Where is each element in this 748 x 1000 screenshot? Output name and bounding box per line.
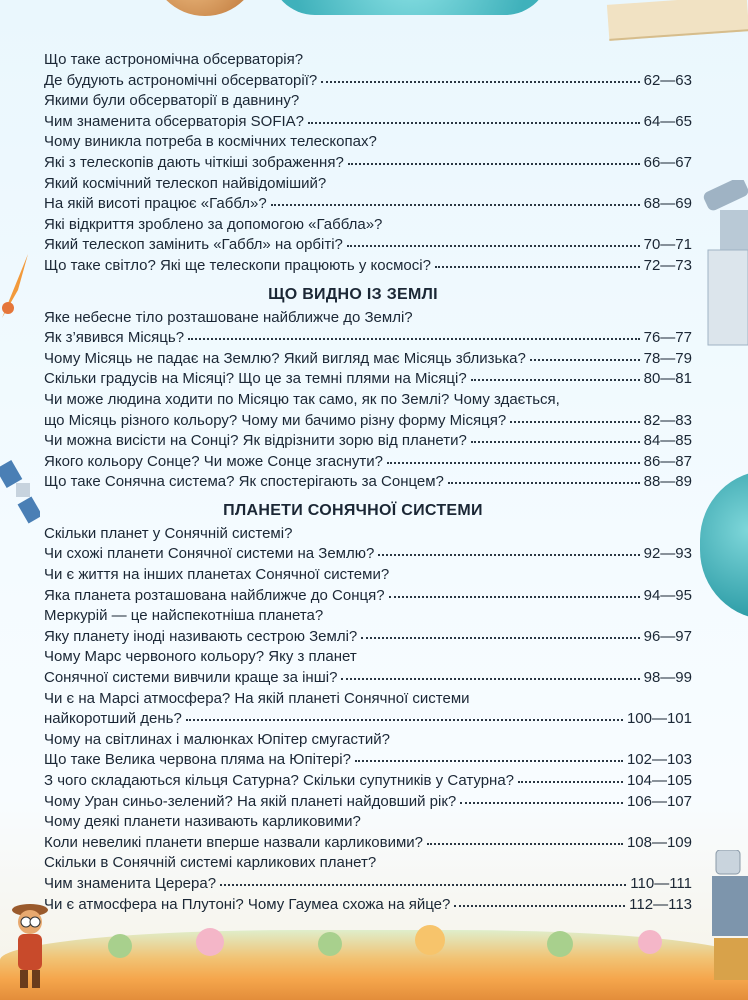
telescope-illustration — [690, 180, 748, 350]
toc-entry — [44, 647, 692, 668]
toc-entry — [44, 627, 692, 648]
toc-entry-text: Чому виникла потреба в космічних телескопах? — [44, 133, 377, 151]
toc-entry-text: Чи можна висісти на Сонці? Як відрізнити зорю від планети? — [44, 432, 467, 450]
dot-leader — [389, 596, 640, 598]
toc-entry-text: Якими були обсерваторії в давнину? — [44, 92, 300, 110]
toc-entry — [44, 853, 692, 874]
page-range: 88—89 — [643, 473, 692, 491]
dot-leader — [348, 163, 640, 165]
toc-entry — [44, 606, 692, 627]
toc-entry-text: Чому Місяць не падає на Землю? Який вигляд має Місяць зблизька? — [44, 349, 526, 367]
scroll-illustration — [607, 0, 748, 41]
page-range: 96—97 — [643, 627, 692, 645]
toc-entry-text: Скільки планет у Сонячній системі? — [44, 524, 293, 542]
dot-leader — [347, 245, 640, 247]
toc-entry — [44, 544, 692, 565]
dot-leader — [448, 482, 640, 484]
dot-leader — [321, 81, 639, 83]
toc-entry — [44, 874, 692, 895]
toc-entry-text: Яке небесне тіло розташоване найближче до Землі? — [44, 308, 413, 326]
toc-entry-text: Чому деякі планети називають карликовими? — [44, 813, 361, 831]
dot-leader — [530, 359, 640, 361]
toc-entry — [44, 792, 692, 813]
toc-entry — [44, 112, 692, 133]
toc-entry-text: Які з телескопів дають чіткіші зображення? — [44, 153, 344, 171]
toc-entry — [44, 308, 692, 329]
toc-entry — [44, 452, 692, 473]
page-range: 62—63 — [643, 71, 692, 89]
toc-entry-text: Скільки градусів на Місяці? Що це за темні плями на Місяці? — [44, 370, 467, 388]
toc-entry-text: Чи є атмосфера на Плутоні? Чому Гаумеа схожа на яйце? — [44, 895, 451, 913]
toc-entry-text: Чи може людина ходити по Місяцю так само, як по Землі? Чому здається, — [44, 390, 560, 408]
toc-entry — [44, 174, 692, 195]
toc-entry-text: Чим знаменита обсерваторія SOFIA? — [44, 112, 305, 130]
toc-entry-text: Що таке Велика червона пляма на Юпітері? — [44, 751, 351, 769]
toc-entry — [44, 132, 692, 153]
toc-entry — [44, 472, 692, 493]
toc-entry — [44, 730, 692, 751]
section-title: ЩО ВИДНО ІЗ ЗЕМЛІ — [268, 285, 438, 303]
dot-leader — [361, 637, 639, 639]
toc-entry — [44, 235, 692, 256]
dot-leader — [378, 554, 639, 556]
toc-entry — [44, 895, 692, 916]
toc-entry — [44, 256, 692, 277]
toc-entry — [44, 349, 692, 370]
toc-entry — [44, 586, 692, 607]
dot-leader — [186, 719, 623, 721]
toc-entry — [44, 771, 692, 792]
toc-entry — [44, 153, 692, 174]
section-title: ПЛАНЕТИ СОНЯЧНОЇ СИСТЕМИ — [223, 501, 483, 519]
toc-entry-text: Чи є на Марсі атмосфера? На якій планеті Сонячної системи — [44, 689, 470, 707]
toc-entry-text: Сонячної системи вивчили краще за інші? — [44, 669, 338, 687]
dot-leader — [471, 441, 640, 443]
page-range: 92—93 — [643, 545, 692, 563]
planet-illustration — [150, 0, 260, 16]
dot-leader — [387, 462, 640, 464]
toc-entry-text: З чого складаються кільця Сатурна? Скільки супутників у Сатурна? — [44, 772, 515, 789]
toc-entry-text: Що таке Сонячна система? Як спостерігають за Сонцем? — [44, 473, 444, 491]
page-range: 76—77 — [643, 329, 692, 347]
toc-entry — [44, 411, 692, 432]
dot-leader — [454, 905, 625, 907]
toc-entry-text: Чому Уран синьо-зелений? На якій планеті найдовший рік? — [44, 792, 457, 810]
toc-entry — [44, 812, 692, 833]
toc-entry — [44, 328, 692, 349]
toc-entry-text: Чому на світлинах і малюнках Юпітер смугастий? — [44, 730, 390, 748]
page-range: 80—81 — [643, 370, 692, 388]
toc-entry — [44, 431, 692, 452]
toc-entry — [44, 524, 692, 545]
page-range: 106—107 — [626, 792, 692, 810]
page-range: 72—73 — [643, 256, 692, 274]
dot-leader — [518, 781, 623, 783]
toc-entry — [44, 71, 692, 92]
toc-entry-text: Які відкриття зроблено за допомогою «Габбла»? — [44, 215, 383, 233]
toc-entry — [44, 565, 692, 586]
page-range: 98—99 — [643, 669, 692, 687]
toc-entry-text: Що таке астрономічна обсерваторія? — [44, 51, 304, 68]
toc-entry-text: Чи є життя на інших планетах Сонячної системи? — [44, 566, 390, 584]
toc-entry-text: Яка планета розташована найближче до Сонця? — [44, 586, 385, 604]
star-globe-illustration — [270, 0, 550, 15]
satellite-illustration — [0, 455, 40, 525]
toc-entry-text: найкоротший день? — [44, 710, 182, 728]
page-range: 66—67 — [643, 153, 692, 171]
toc-entry-text: Як з’явився Місяць? — [44, 329, 185, 347]
dot-leader — [271, 204, 640, 206]
toc-entry-text: Який телескоп замінить «Габбл» на орбіті? — [44, 236, 343, 254]
page-range: 108—109 — [626, 833, 692, 851]
toc-entry-text: Де будують астрономічні обсерваторії? — [44, 71, 318, 89]
toc-entry — [44, 369, 692, 390]
trees-illustration — [0, 920, 748, 960]
toc-entry-text: На якій висоті працює «Габбл»? — [44, 195, 267, 213]
page-range: 68—69 — [643, 195, 692, 213]
page-range: 104—105 — [626, 772, 692, 789]
page-range: 84—85 — [643, 432, 692, 450]
page-range: 70—71 — [643, 236, 692, 254]
page-range: 100—101 — [626, 710, 692, 728]
toc-entry-text: Скільки в Сонячній системі карликових планет? — [44, 854, 377, 872]
toc-entry-text: Чому Марс червоного кольору? Яку з планет — [44, 648, 357, 666]
dot-leader — [435, 266, 640, 268]
toc-entry — [44, 709, 692, 730]
toc-entry — [44, 750, 692, 771]
page-range: 78—79 — [643, 349, 692, 367]
dot-leader — [355, 760, 623, 762]
toc-entry — [44, 50, 692, 71]
page-range: 64—65 — [643, 112, 692, 130]
page-range: 82—83 — [643, 411, 692, 429]
dot-leader — [341, 678, 639, 680]
table-of-contents — [44, 50, 692, 915]
page-range: 94—95 — [643, 586, 692, 604]
dot-leader — [471, 379, 640, 381]
toc-entry-text: Яку планету іноді називають сестрою Землі? — [44, 627, 358, 645]
toc-entry-text: Що таке світло? Які ще телескопи працюють у космосі? — [44, 256, 431, 274]
toc-entry — [44, 668, 692, 689]
toc-entry-text: Меркурій — це найспекотніша планета? — [44, 607, 324, 625]
page-range: 86—87 — [643, 452, 692, 470]
toc-entry-text: Якого кольору Сонце? Чи може Сонце згаснути? — [44, 452, 383, 470]
comet-illustration — [0, 250, 34, 320]
page-range: 112—113 — [629, 895, 692, 913]
toc-entry — [44, 215, 692, 236]
dot-leader — [308, 122, 640, 124]
toc-entry-text: Чи схожі планети Сонячної системи на Землю? — [44, 545, 375, 563]
toc-entry — [44, 390, 692, 411]
dot-leader — [188, 338, 640, 340]
dot-leader — [427, 843, 623, 845]
toc-entry — [44, 689, 692, 710]
dot-leader — [510, 421, 639, 423]
toc-entry — [44, 833, 692, 854]
page-range: 102—103 — [626, 751, 692, 769]
dot-leader — [460, 802, 623, 804]
observatory-robot-illustration — [710, 850, 748, 980]
toc-entry-text: Який космічний телескоп найвідоміший? — [44, 174, 327, 192]
globe-illustration — [700, 470, 748, 620]
toc-entry-text: Коли невеликі планети вперше назвали карликовими? — [44, 833, 424, 851]
page-range: 110—111 — [630, 874, 692, 892]
toc-entry — [44, 91, 692, 112]
toc-entry-text: Чим знаменита Церера? — [44, 874, 217, 892]
toc-entry-text: що Місяць різного кольору? Чому ми бачимо різну форму Місяця? — [44, 411, 507, 429]
toc-entry — [44, 194, 692, 215]
dot-leader — [220, 884, 626, 886]
